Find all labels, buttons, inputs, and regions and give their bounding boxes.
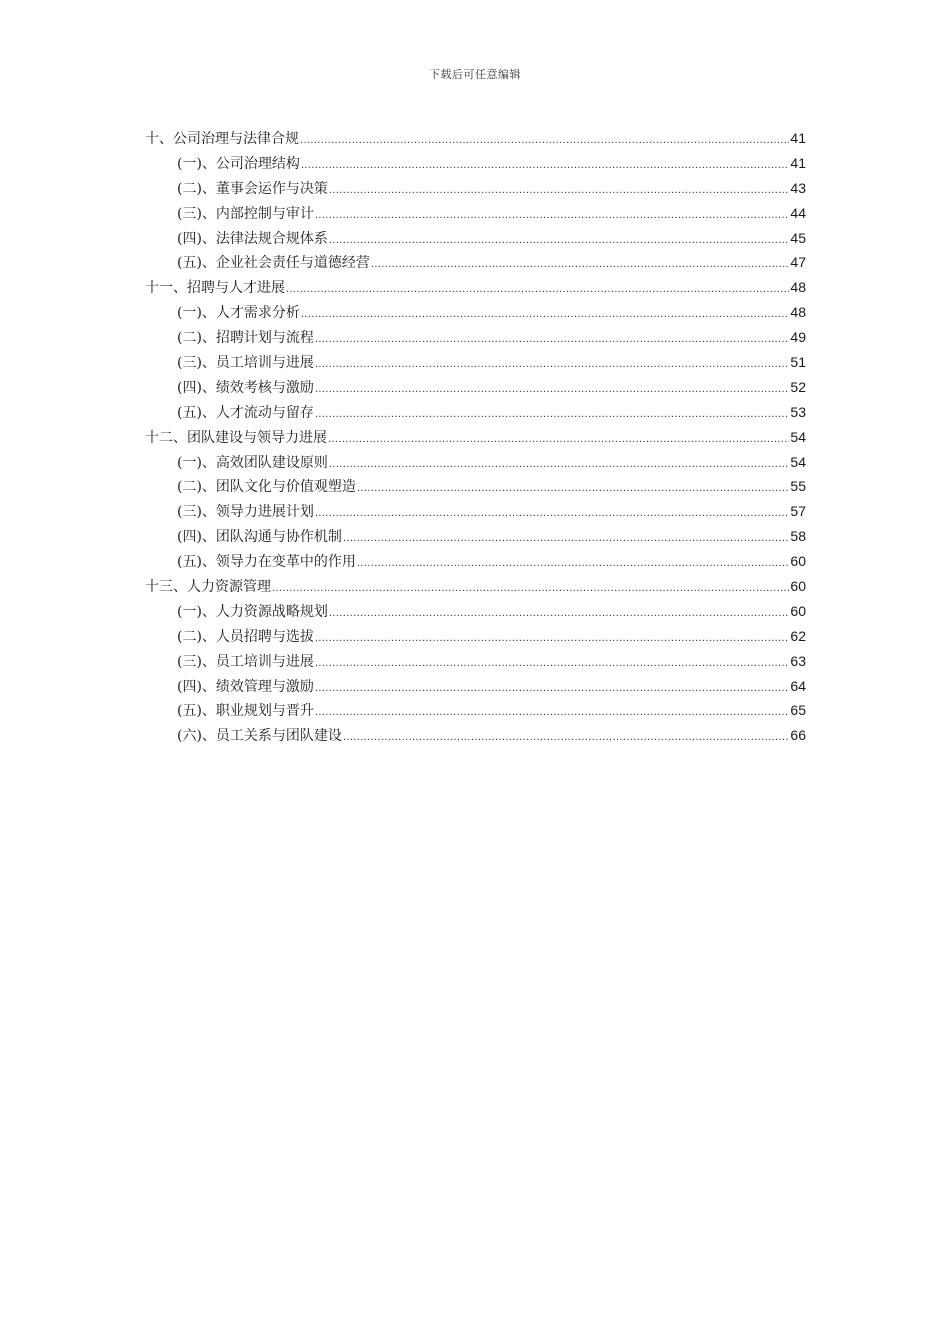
toc-dot-leader xyxy=(301,153,789,178)
toc-page-number: 47 xyxy=(790,254,806,271)
toc-chapter-entry[interactable] xyxy=(145,275,806,300)
toc-section-entry[interactable] xyxy=(145,151,806,176)
toc-dot-leader xyxy=(357,551,789,576)
toc-entry-title: (二)、招聘计划与流程 xyxy=(177,330,314,347)
toc-entry-title: (一)、高效团队建设原则 xyxy=(177,454,328,471)
toc-page-number: 41 xyxy=(790,130,806,146)
toc-entry-title: (五)、企业社会责任与道德经营 xyxy=(177,255,370,272)
toc-page-number: 60 xyxy=(790,602,806,619)
toc-section-entry[interactable] xyxy=(145,201,806,226)
toc-dot-leader xyxy=(371,252,789,277)
toc-entry-title: (二)、团队文化与价值观塑造 xyxy=(177,479,356,496)
toc-entry-title: (五)、人才流动与留存 xyxy=(177,404,314,421)
toc-page-number: 54 xyxy=(790,453,806,470)
toc-section-entry[interactable] xyxy=(145,176,806,201)
toc-entry-title: (三)、员工培训与进展 xyxy=(177,355,314,372)
toc-page-number: 63 xyxy=(790,652,806,669)
toc-page-number: 52 xyxy=(790,378,806,395)
toc-page-number: 60 xyxy=(790,553,806,570)
toc-entry-title: (二)、人员招聘与选拔 xyxy=(177,628,314,645)
toc-section-entry[interactable] xyxy=(145,624,806,649)
toc-page-number: 51 xyxy=(790,354,806,371)
toc-entry-title: (三)、员工培训与进展 xyxy=(177,653,314,670)
toc-entry-title: (四)、绩效考核与激励 xyxy=(177,379,314,396)
toc-section-entry[interactable] xyxy=(145,400,806,425)
toc-page-number: 43 xyxy=(790,179,806,196)
toc-dot-leader xyxy=(343,526,789,551)
toc-entry-title: 十、公司治理与法律合规 xyxy=(145,131,299,147)
toc-dot-leader xyxy=(315,700,789,725)
toc-section-entry[interactable] xyxy=(145,499,806,524)
toc-section-entry[interactable] xyxy=(145,450,806,475)
toc-entry-title: 十三、人力资源管理 xyxy=(145,579,271,596)
toc-entry-title: 十一、招聘与人才进展 xyxy=(145,280,285,297)
toc-page-number: 65 xyxy=(790,702,806,719)
toc-dot-leader xyxy=(300,128,789,153)
toc-dot-leader xyxy=(315,377,789,402)
toc-dot-leader xyxy=(315,203,789,228)
toc-page-number: 58 xyxy=(790,528,806,545)
toc-section-entry[interactable] xyxy=(145,524,806,549)
toc-entry-title: (一)、公司治理结构 xyxy=(177,155,300,172)
toc-page-number: 48 xyxy=(790,304,806,321)
toc-page-number: 60 xyxy=(790,578,806,595)
toc-section-entry[interactable] xyxy=(145,350,806,375)
toc-section-entry[interactable] xyxy=(145,250,806,275)
toc-dot-leader xyxy=(329,178,789,203)
toc-dot-leader xyxy=(329,452,789,477)
toc-section-entry[interactable] xyxy=(145,723,806,748)
toc-section-entry[interactable] xyxy=(145,226,806,251)
toc-entry-title: (四)、绩效管理与激励 xyxy=(177,678,314,695)
toc-entry-title: (四)、团队沟通与协作机制 xyxy=(177,529,342,546)
toc-section-entry[interactable] xyxy=(145,549,806,574)
toc-dot-leader xyxy=(329,601,789,626)
toc-section-entry[interactable] xyxy=(145,300,806,325)
toc-dot-leader xyxy=(315,327,789,352)
toc-dot-leader xyxy=(315,626,789,651)
toc-section-entry[interactable] xyxy=(145,375,806,400)
toc-dot-leader xyxy=(272,576,789,601)
toc-section-entry[interactable] xyxy=(145,698,806,723)
toc-dot-leader xyxy=(315,352,789,377)
toc-chapter-entry[interactable] xyxy=(145,126,806,151)
toc-page-number: 49 xyxy=(790,329,806,346)
toc-dot-leader xyxy=(328,427,789,452)
toc-dot-leader xyxy=(343,725,789,750)
toc-dot-leader xyxy=(315,676,789,701)
toc-dot-leader xyxy=(329,228,789,253)
toc-dot-leader xyxy=(301,302,789,327)
toc-entry-title: (五)、领导力在变革中的作用 xyxy=(177,554,356,571)
toc-entry-title: (一)、人力资源战略规划 xyxy=(177,603,328,620)
toc-page-number: 62 xyxy=(790,627,806,644)
toc-page-number: 53 xyxy=(790,403,806,420)
toc-entry-title: (三)、领导力进展计划 xyxy=(177,504,314,521)
toc-page-number: 64 xyxy=(790,677,806,694)
toc-chapter-entry[interactable] xyxy=(145,425,806,450)
toc-dot-leader xyxy=(357,476,789,501)
toc-page-number: 41 xyxy=(790,154,806,171)
toc-dot-leader xyxy=(315,501,789,526)
toc-entry-title: 十二、团队建设与领导力进展 xyxy=(145,429,327,446)
toc-entry-title: (四)、法律法规合规体系 xyxy=(177,230,328,247)
toc-page-number: 66 xyxy=(790,727,806,744)
toc-page-number: 48 xyxy=(790,279,806,296)
page-header: 下载后可任意编辑 xyxy=(429,68,521,81)
toc-page-number: 55 xyxy=(790,478,806,495)
toc-section-entry[interactable] xyxy=(145,474,806,499)
toc-page-number: 45 xyxy=(790,229,806,246)
toc-chapter-entry[interactable] xyxy=(145,574,806,599)
toc-page-number: 54 xyxy=(790,428,806,445)
toc-dot-leader xyxy=(315,651,789,676)
toc-page-number: 44 xyxy=(790,204,806,221)
toc-entry-title: (五)、职业规划与晋升 xyxy=(177,703,314,720)
toc-section-entry[interactable] xyxy=(145,325,806,350)
toc-dot-leader xyxy=(315,402,789,427)
table-of-contents xyxy=(145,126,806,748)
toc-entry-title: (二)、董事会运作与决策 xyxy=(177,180,328,197)
toc-entry-title: (一)、人才需求分析 xyxy=(177,305,300,322)
toc-dot-leader xyxy=(286,277,789,302)
toc-section-entry[interactable] xyxy=(145,649,806,674)
toc-entry-title: (六)、员工关系与团队建设 xyxy=(177,728,342,745)
toc-section-entry[interactable] xyxy=(145,674,806,699)
toc-entry-title: (三)、内部控制与审计 xyxy=(177,205,314,222)
toc-page-number: 57 xyxy=(790,503,806,520)
toc-section-entry[interactable] xyxy=(145,599,806,624)
